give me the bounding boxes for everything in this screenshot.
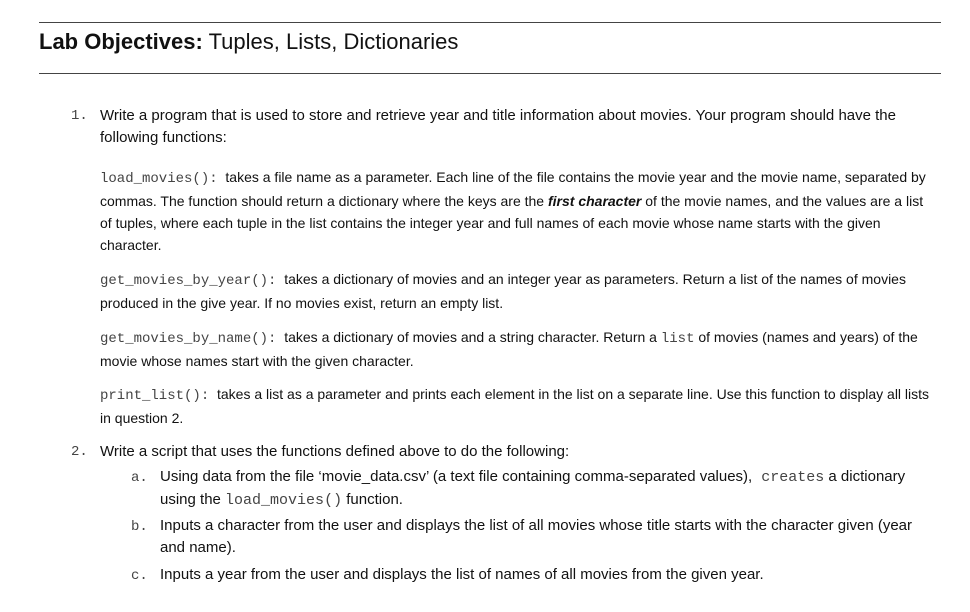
item-text: Using data from the file ‘movie_data.csv’ (a text file containing comma-separated values), <box>160 468 753 485</box>
function-desc: takes a dictionary of movies and an integer year as parameters. Return a list of the names of movies produced in the give year. If no movies exist, return an empty list. <box>100 271 906 311</box>
page-title <box>39 29 458 55</box>
inline-code: load_movies() <box>225 492 343 509</box>
q2-number: 2. <box>71 444 88 460</box>
function-name: load_movies(): <box>100 171 218 187</box>
function-get-movies-by-year <box>100 268 935 314</box>
function-name: get_movies_by_year(): <box>100 273 277 289</box>
function-desc: takes a list as a parameter and prints each element in the list on a separate line. Use this function to display all lists in question 2. <box>100 386 930 426</box>
item-b-text: Inputs a character from the user and displays the list of all movies whose title starts with the character given (year and name). <box>160 517 913 556</box>
item-c-letter: c. <box>131 568 148 584</box>
function-desc: takes a file name as a parameter. Each line of the file contains the movie year and the movie name, separated by commas. The function should return a dictionary where the keys are the <box>100 169 926 209</box>
function-load-movies <box>100 166 935 256</box>
title-topic: Tuples, Lists, Dictionaries <box>208 29 459 54</box>
item-a-letter: a. <box>131 470 148 486</box>
q1-intro: Write a program that is used to store and retrieve year and title information about movies. Your program should have the following functions: <box>100 107 896 146</box>
function-get-movies-by-name <box>100 326 935 372</box>
item-b-letter: b. <box>131 519 148 535</box>
function-desc: takes a dictionary of movies and a string character. Return a <box>284 329 661 345</box>
q1-number: 1. <box>71 108 88 124</box>
title-label: Lab Objectives: <box>39 29 203 54</box>
top-rule <box>39 22 941 23</box>
emphasis-text: first character <box>547 193 642 209</box>
function-desc-cont: of movies (names and years) of the movie whose names start with the given character. <box>100 329 918 369</box>
item-c-text: Inputs a year from the user and displays the list of names of all movies from the given year. <box>160 566 764 583</box>
item-text-cont: a dictionary using the <box>160 468 906 508</box>
inline-code: list <box>660 331 695 347</box>
item-a-text <box>160 466 935 512</box>
bottom-rule <box>39 73 941 74</box>
function-desc-cont: of the movie names, and the values are a list of tuples, where each tuple in the list contains the integer year and full names of each movie whose name starts with the given character. <box>100 193 924 253</box>
inline-mono: creates <box>752 469 825 486</box>
function-print-list <box>100 383 935 429</box>
function-name: print_list(): <box>100 388 210 404</box>
function-name: get_movies_by_name(): <box>100 331 277 347</box>
item-text-end: function. <box>342 491 403 508</box>
q2-intro: Write a script that uses the functions defined above to do the following: <box>100 443 570 460</box>
